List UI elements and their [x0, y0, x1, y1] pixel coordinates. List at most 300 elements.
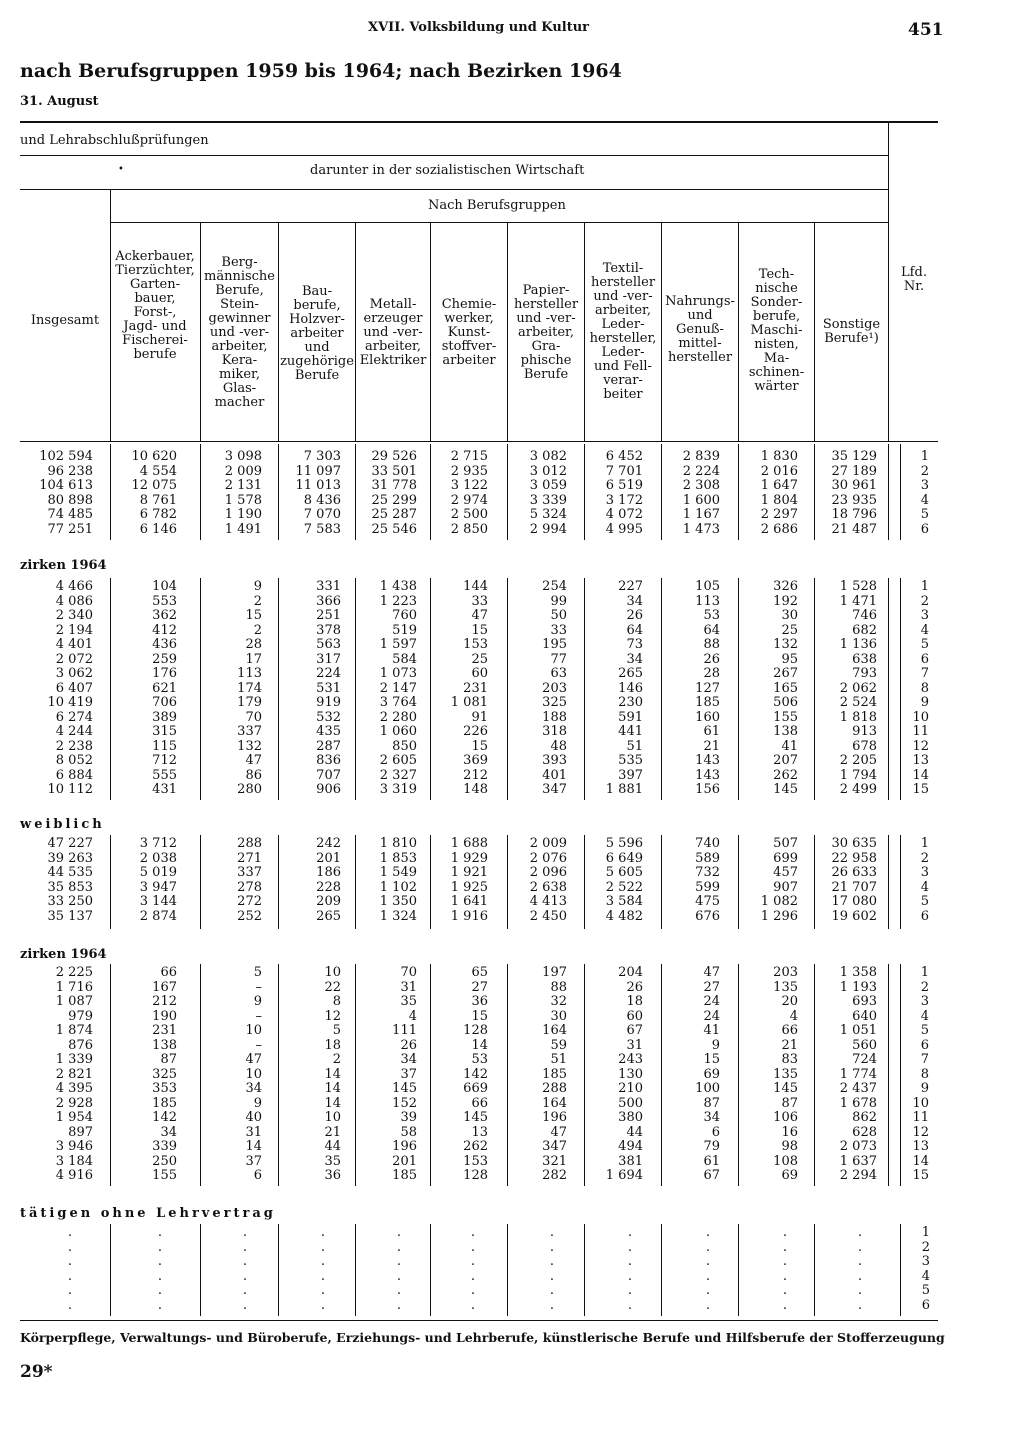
cell-technik: 106 — [773, 1110, 798, 1125]
cell-nahrung: 599 — [695, 879, 720, 895]
cell-sonstige: 1 818 — [839, 709, 877, 725]
cell-dot-sonstige: . — [857, 1268, 863, 1284]
cell-sonstige: 1 193 — [839, 979, 877, 995]
cell-nahrung: 1 473 — [682, 521, 720, 537]
cell-dot-nahrung: . — [705, 1297, 711, 1313]
cell-technik: 87 — [781, 1095, 798, 1111]
cell-dot-nahrung: . — [705, 1225, 711, 1240]
rule-header-3 — [110, 222, 888, 223]
cell-nahrung: 475 — [695, 894, 720, 909]
cell-chemie: 66 — [471, 1095, 488, 1111]
cell-metall: 29 526 — [371, 449, 417, 464]
cell-chemie: 15 — [471, 1008, 488, 1024]
cell-berg: 47 — [245, 753, 262, 768]
cell-acker: 3 712 — [139, 836, 177, 851]
cell-bau: 201 — [316, 850, 341, 866]
cell-sonstige: 640 — [852, 1008, 877, 1024]
cell-metall: 25 287 — [371, 507, 417, 522]
cell-bau: 331 — [316, 579, 341, 594]
cell-sonstige: 26 633 — [831, 865, 877, 880]
cell-acker: 436 — [152, 637, 177, 652]
cell-technik: 1 830 — [760, 449, 798, 464]
cell-metall: 2 327 — [379, 767, 417, 783]
cell-chemie: 1 916 — [450, 908, 488, 924]
cell-technik: 83 — [781, 1052, 798, 1067]
cell-textil: 6 649 — [605, 850, 643, 866]
cell-berg: 86 — [245, 767, 262, 783]
cell-papier: 197 — [542, 965, 567, 980]
cell-lfd-nr: 3 — [921, 1254, 930, 1269]
cell-metall: 70 — [400, 965, 417, 980]
cell-nahrung: 127 — [695, 680, 720, 696]
cell-lfd-nr: 14 — [912, 1153, 929, 1169]
cell-nahrung: 34 — [703, 1110, 720, 1125]
cell-papier: 47 — [550, 1124, 567, 1140]
cell-dot-nahrung: . — [705, 1254, 711, 1269]
cell-textil: 204 — [618, 965, 643, 980]
cell-technik: 66 — [781, 1023, 798, 1038]
cell-acker: 34 — [160, 1124, 177, 1140]
cell-papier: 195 — [542, 637, 567, 652]
cell-textil: 34 — [626, 593, 643, 609]
cell-bau: 10 — [324, 965, 341, 980]
cell-papier: 63 — [550, 666, 567, 681]
cell-sonstige: 638 — [852, 651, 877, 667]
cell-technik: 506 — [773, 695, 798, 710]
cell-technik: 95 — [781, 651, 798, 667]
cell-acker: 6 782 — [139, 507, 177, 522]
cell-textil: 2 522 — [605, 879, 643, 895]
cell-berg: 2 131 — [224, 478, 262, 493]
cell-papier: 99 — [550, 593, 567, 609]
cell-berg: 288 — [237, 836, 262, 851]
page-subtitle: 31. August — [20, 94, 99, 109]
cell-insgesamt: 10 112 — [47, 782, 93, 797]
cell-chemie: 153 — [463, 637, 488, 652]
cell-textil: 535 — [618, 753, 643, 768]
cell-technik: 192 — [773, 593, 798, 609]
cell-nahrung: 47 — [703, 965, 720, 980]
cell-lfd-nr: 10 — [912, 1095, 929, 1111]
cell-papier: 48 — [550, 738, 567, 754]
cell-textil: 230 — [618, 695, 643, 710]
cell-lfd-nr: 2 — [920, 463, 929, 479]
cell-berg: 47 — [245, 1052, 262, 1067]
cell-dot-metall: . — [396, 1268, 402, 1284]
cell-bau: 242 — [316, 836, 341, 851]
cell-papier: 4 413 — [529, 894, 567, 909]
cell-insgesamt: 104 613 — [39, 478, 93, 493]
cell-nahrung: 67 — [703, 1168, 720, 1183]
cell-nahrung: 676 — [695, 908, 720, 924]
cell-dot-technik: . — [782, 1225, 788, 1240]
cell-acker: 231 — [152, 1023, 177, 1038]
cell-dot-sonstige: . — [857, 1297, 863, 1313]
cell-berg: 2 009 — [224, 463, 262, 479]
cell-insgesamt: 2 194 — [55, 622, 93, 638]
rule-header-2 — [20, 189, 888, 190]
cell-nahrung: 15 — [703, 1052, 720, 1067]
cell-metall: 850 — [392, 738, 417, 754]
cell-nahrung: 160 — [695, 709, 720, 725]
cell-insgesamt: 35 137 — [47, 908, 93, 924]
cell-chemie: 1 081 — [450, 695, 488, 710]
cell-bau: 919 — [316, 695, 341, 710]
cell-lfd-nr: 4 — [920, 1008, 929, 1024]
cell-metall: 33 501 — [371, 463, 417, 479]
cell-textil: 18 — [626, 994, 643, 1009]
cell-acker: 353 — [152, 1081, 177, 1096]
cell-chemie: 262 — [463, 1139, 488, 1154]
cell-bau: 251 — [316, 608, 341, 623]
cell-textil: 6 452 — [605, 449, 643, 464]
cell-dot-insgesamt: . — [67, 1239, 73, 1255]
cell-technik: 1 647 — [760, 478, 798, 493]
col-header-chemie: Chemie- werker, Kunst- stoffver- arbeiter — [441, 297, 497, 368]
cell-papier: 5 324 — [529, 507, 567, 522]
cell-technik: 30 — [781, 608, 798, 623]
cell-lfd-nr: 9 — [920, 1081, 929, 1096]
cell-lfd-nr: 3 — [920, 865, 929, 880]
cell-berg: 174 — [237, 680, 262, 696]
cell-textil: 591 — [618, 709, 643, 725]
cell-sonstige: 693 — [852, 994, 877, 1009]
cell-dot-bau: . — [320, 1254, 326, 1269]
cell-sonstige: 1 678 — [839, 1095, 877, 1111]
cell-insgesamt: 897 — [68, 1124, 93, 1140]
cell-lfd-nr: 3 — [920, 478, 929, 493]
cell-insgesamt: 1 874 — [55, 1023, 93, 1038]
cell-acker: 2 038 — [139, 850, 177, 866]
cell-acker: 212 — [152, 994, 177, 1009]
cell-lfd-nr: 11 — [912, 724, 929, 739]
cell-textil: 227 — [618, 579, 643, 594]
cell-insgesamt: 2 072 — [55, 651, 93, 667]
cell-papier: 164 — [542, 1095, 567, 1111]
cell-nahrung: 740 — [695, 836, 720, 851]
cell-nahrung: 100 — [695, 1081, 720, 1096]
cell-berg: 6 — [253, 1168, 262, 1183]
cell-papier: 30 — [550, 1008, 567, 1024]
cell-nahrung: 28 — [703, 666, 720, 681]
cell-textil: 130 — [618, 1066, 643, 1082]
cell-technik: 165 — [773, 680, 798, 696]
cell-textil: 265 — [618, 666, 643, 681]
cell-textil: 31 — [626, 1037, 643, 1053]
cell-lfd-nr: 4 — [921, 1268, 930, 1284]
cell-lfd-nr: 8 — [920, 680, 929, 696]
cell-textil: 4 072 — [605, 507, 643, 522]
cell-textil: 1 881 — [605, 782, 643, 797]
cell-technik: 1 296 — [760, 908, 798, 924]
cell-sonstige: 2 062 — [839, 680, 877, 696]
cell-lfd-nr: 2 — [920, 593, 929, 609]
cell-acker: 250 — [152, 1153, 177, 1169]
cell-sonstige: 2 294 — [839, 1168, 877, 1183]
cell-dot-insgesamt: . — [67, 1283, 73, 1298]
cell-dot-chemie: . — [470, 1239, 476, 1255]
cell-papier: 59 — [550, 1037, 567, 1053]
cell-insgesamt: 4 086 — [55, 593, 93, 609]
cell-chemie: 148 — [463, 782, 488, 797]
cell-textil: 1 694 — [605, 1168, 643, 1183]
cell-chemie: 1 641 — [450, 894, 488, 909]
cell-berg: 17 — [245, 651, 262, 667]
cell-berg: 278 — [237, 879, 262, 895]
cell-insgesamt: 102 594 — [39, 449, 93, 464]
cell-sonstige: 793 — [852, 666, 877, 681]
cell-lfd-nr: 1 — [921, 1225, 930, 1240]
cell-chemie: 25 — [471, 651, 488, 667]
cell-metall: 2 605 — [379, 753, 417, 768]
cell-lfd-nr: 7 — [920, 1052, 929, 1067]
cell-chemie: 1 929 — [450, 850, 488, 866]
cell-chemie: 144 — [463, 579, 488, 594]
cell-insgesamt: 3 184 — [55, 1153, 93, 1169]
cell-chemie: 15 — [471, 738, 488, 754]
cell-berg: 5 — [253, 965, 262, 980]
data-vline — [278, 1224, 279, 1316]
cell-nahrung: 2 839 — [682, 449, 720, 464]
cell-lfd-nr: 3 — [920, 608, 929, 623]
cell-lfd-nr: 5 — [920, 894, 929, 909]
cell-chemie: 2 500 — [450, 507, 488, 522]
cell-nahrung: 1 600 — [682, 492, 720, 508]
cell-metall: 196 — [392, 1139, 417, 1154]
cell-dot-nahrung: . — [705, 1239, 711, 1255]
col-header-bau: Bau- berufe, Holzver- arbeiter und zugehörige Berufe — [280, 284, 354, 383]
cell-lfd-nr: 13 — [912, 1139, 929, 1154]
cell-dot-technik: . — [782, 1239, 788, 1255]
cell-textil: 441 — [618, 724, 643, 739]
cell-acker: 167 — [152, 979, 177, 995]
cell-bau: 36 — [324, 1168, 341, 1183]
cell-insgesamt: 2 238 — [55, 738, 93, 754]
cell-bau: 836 — [316, 753, 341, 768]
cell-insgesamt: 1 716 — [55, 979, 93, 995]
cell-technik: 145 — [773, 782, 798, 797]
cell-nahrung: 21 — [703, 738, 720, 754]
cell-dot-textil: . — [627, 1239, 633, 1255]
cell-acker: 176 — [152, 666, 177, 681]
cell-textil: 500 — [618, 1095, 643, 1111]
cell-insgesamt: 2 928 — [55, 1095, 93, 1111]
cell-lfd-nr: 6 — [920, 521, 929, 537]
cell-technik: 135 — [773, 1066, 798, 1082]
cell-chemie: 2 935 — [450, 463, 488, 479]
cell-metall: 2 280 — [379, 709, 417, 725]
cell-lfd-nr: 2 — [920, 850, 929, 866]
cell-papier: 33 — [550, 622, 567, 638]
cell-technik: 69 — [781, 1168, 798, 1183]
cell-acker: 10 620 — [131, 449, 177, 464]
cell-dot-nahrung: . — [705, 1283, 711, 1298]
cell-dot-papier: . — [549, 1283, 555, 1298]
cell-bau: 14 — [324, 1095, 341, 1111]
cell-bau: 12 — [324, 1008, 341, 1024]
cell-insgesamt: 44 535 — [47, 865, 93, 880]
cell-dot-papier: . — [549, 1297, 555, 1313]
data-vline — [110, 1224, 111, 1316]
cell-technik: 326 — [773, 579, 798, 594]
cell-insgesamt: 2 340 — [55, 608, 93, 623]
col-header-technik: Tech- nische Sonder- berufe, Maschi- nisten, Ma- schinen- wärter — [748, 267, 805, 394]
cell-acker: 3 144 — [139, 894, 177, 909]
cell-technik: 20 — [781, 994, 798, 1009]
cell-dot-textil: . — [627, 1225, 633, 1240]
cell-technik: 108 — [773, 1153, 798, 1169]
cell-berg: 31 — [245, 1124, 262, 1140]
cell-berg: 179 — [237, 695, 262, 710]
cell-papier: 282 — [542, 1168, 567, 1183]
cell-dot-chemie: . — [470, 1268, 476, 1284]
cell-dot-berg: . — [242, 1254, 248, 1269]
cell-berg: 1 190 — [224, 507, 262, 522]
cell-lfd-nr: 4 — [920, 622, 929, 638]
cell-metall: 1 060 — [379, 724, 417, 739]
cell-berg: 252 — [237, 908, 262, 924]
cell-metall: 1 438 — [379, 579, 417, 594]
cell-papier: 347 — [542, 1139, 567, 1154]
col-header-insgesamt: Insgesamt — [30, 313, 100, 328]
cell-papier: 347 — [542, 782, 567, 797]
rule-header-bottom — [20, 441, 938, 442]
cell-nahrung: 185 — [695, 695, 720, 710]
cell-insgesamt: 1 954 — [55, 1110, 93, 1125]
cell-chemie: 669 — [463, 1081, 488, 1096]
cell-textil: 146 — [618, 680, 643, 696]
cell-insgesamt: 96 238 — [47, 463, 93, 479]
cell-sonstige: 1 637 — [839, 1153, 877, 1169]
cell-bau: 7 070 — [303, 507, 341, 522]
cell-berg: 28 — [245, 637, 262, 652]
cell-textil: 51 — [626, 738, 643, 754]
cell-insgesamt: 4 916 — [55, 1168, 93, 1183]
cell-lfd-nr: 9 — [920, 695, 929, 710]
cell-metall: 37 — [400, 1066, 417, 1082]
cell-metall: 111 — [392, 1023, 417, 1038]
cell-sonstige: 35 129 — [831, 449, 877, 464]
cell-papier: 196 — [542, 1110, 567, 1125]
cell-dot-insgesamt: . — [67, 1225, 73, 1240]
cell-chemie: 128 — [463, 1168, 488, 1183]
cell-textil: 67 — [626, 1023, 643, 1038]
cell-lfd-nr: 6 — [920, 651, 929, 667]
cell-lfd-nr: 15 — [912, 782, 929, 797]
cell-chemie: 212 — [463, 767, 488, 783]
cell-papier: 2 096 — [529, 865, 567, 880]
cell-dot-bau: . — [320, 1268, 326, 1284]
cell-metall: 1 350 — [379, 894, 417, 909]
cell-textil: 5 596 — [605, 836, 643, 851]
cell-chemie: 2 974 — [450, 492, 488, 508]
cell-metall: 25 299 — [371, 492, 417, 508]
cell-chemie: 226 — [463, 724, 488, 739]
cell-papier: 164 — [542, 1023, 567, 1038]
cell-papier: 393 — [542, 753, 567, 768]
cell-acker: 190 — [152, 1008, 177, 1024]
cell-nahrung: 143 — [695, 753, 720, 768]
header-berufsgruppen: Nach Berufsgruppen — [428, 198, 566, 213]
cell-dot-metall: . — [396, 1239, 402, 1255]
cell-textil: 494 — [618, 1139, 643, 1154]
section-label-ohne-lehrvertrag: tätigen ohne Lehrvertrag — [20, 1206, 276, 1221]
cell-chemie: 369 — [463, 753, 488, 768]
cell-insgesamt: 876 — [68, 1037, 93, 1053]
cell-lfd-nr: 15 — [912, 1168, 929, 1183]
cell-insgesamt: 10 419 — [47, 695, 93, 710]
cell-berg: 10 — [245, 1023, 262, 1038]
cell-lfd-nr: 13 — [912, 753, 929, 768]
cell-nahrung: 113 — [695, 593, 720, 609]
cell-metall: 185 — [392, 1168, 417, 1183]
cell-nahrung: 732 — [695, 865, 720, 880]
cell-chemie: 13 — [471, 1124, 488, 1140]
cell-acker: 259 — [152, 651, 177, 667]
cell-textil: 34 — [626, 651, 643, 667]
signature-mark: 29* — [20, 1362, 53, 1382]
cell-chemie: 36 — [471, 994, 488, 1009]
cell-technik: 16 — [781, 1124, 798, 1140]
cell-lfd-nr: 5 — [921, 1283, 930, 1298]
cell-metall: 152 — [392, 1095, 417, 1111]
cell-sonstige: 19 602 — [831, 908, 877, 924]
cell-acker: 66 — [160, 965, 177, 980]
cell-bau: 378 — [316, 622, 341, 638]
cell-insgesamt: 6 884 — [55, 767, 93, 783]
cell-dot-insgesamt: . — [67, 1254, 73, 1269]
cell-insgesamt: 979 — [68, 1008, 93, 1024]
page-title: nach Berufsgruppen 1959 bis 1964; nach Bezirken 1964 — [20, 60, 622, 82]
cell-dot-insgesamt: . — [67, 1268, 73, 1284]
cell-sonstige: 21 707 — [831, 879, 877, 895]
cell-metall: 4 — [408, 1008, 417, 1024]
cell-metall: 1 549 — [379, 865, 417, 880]
cell-sonstige: 746 — [852, 608, 877, 623]
cell-insgesamt: 1 087 — [55, 994, 93, 1009]
cell-insgesamt: 4 244 — [55, 724, 93, 739]
cell-sonstige: 2 499 — [839, 782, 877, 797]
cell-berg: 3 098 — [224, 449, 262, 464]
cell-papier: 203 — [542, 680, 567, 696]
cell-metall: 39 — [400, 1110, 417, 1125]
cell-metall: 3 319 — [379, 782, 417, 797]
cell-dot-sonstige: . — [857, 1225, 863, 1240]
cell-papier: 32 — [550, 994, 567, 1009]
cell-sonstige: 862 — [852, 1110, 877, 1125]
cell-lfd-nr: 6 — [921, 1297, 930, 1313]
cell-lfd-nr: 11 — [912, 1110, 929, 1125]
cell-chemie: 1 925 — [450, 879, 488, 895]
cell-dot-nahrung: . — [705, 1268, 711, 1284]
cell-metall: 3 764 — [379, 695, 417, 710]
cell-dot-bau: . — [320, 1297, 326, 1313]
cell-technik: 2 016 — [760, 463, 798, 479]
cell-metall: 31 778 — [371, 478, 417, 493]
cell-papier: 325 — [542, 695, 567, 710]
cell-berg: 337 — [237, 865, 262, 880]
cell-bau: 7 303 — [303, 449, 341, 464]
cell-chemie: 33 — [471, 593, 488, 609]
cell-sonstige: 21 487 — [831, 521, 877, 537]
cell-technik: 2 686 — [760, 521, 798, 537]
cell-bau: 11 097 — [295, 463, 341, 479]
cell-textil: 381 — [618, 1153, 643, 1169]
cell-bau: 8 436 — [303, 492, 341, 508]
cell-acker: 8 761 — [139, 492, 177, 508]
cell-metall: 1 324 — [379, 908, 417, 924]
col-header-papier: Papier- hersteller und -ver- arbeiter, Gra- phische Berufe — [513, 283, 579, 382]
